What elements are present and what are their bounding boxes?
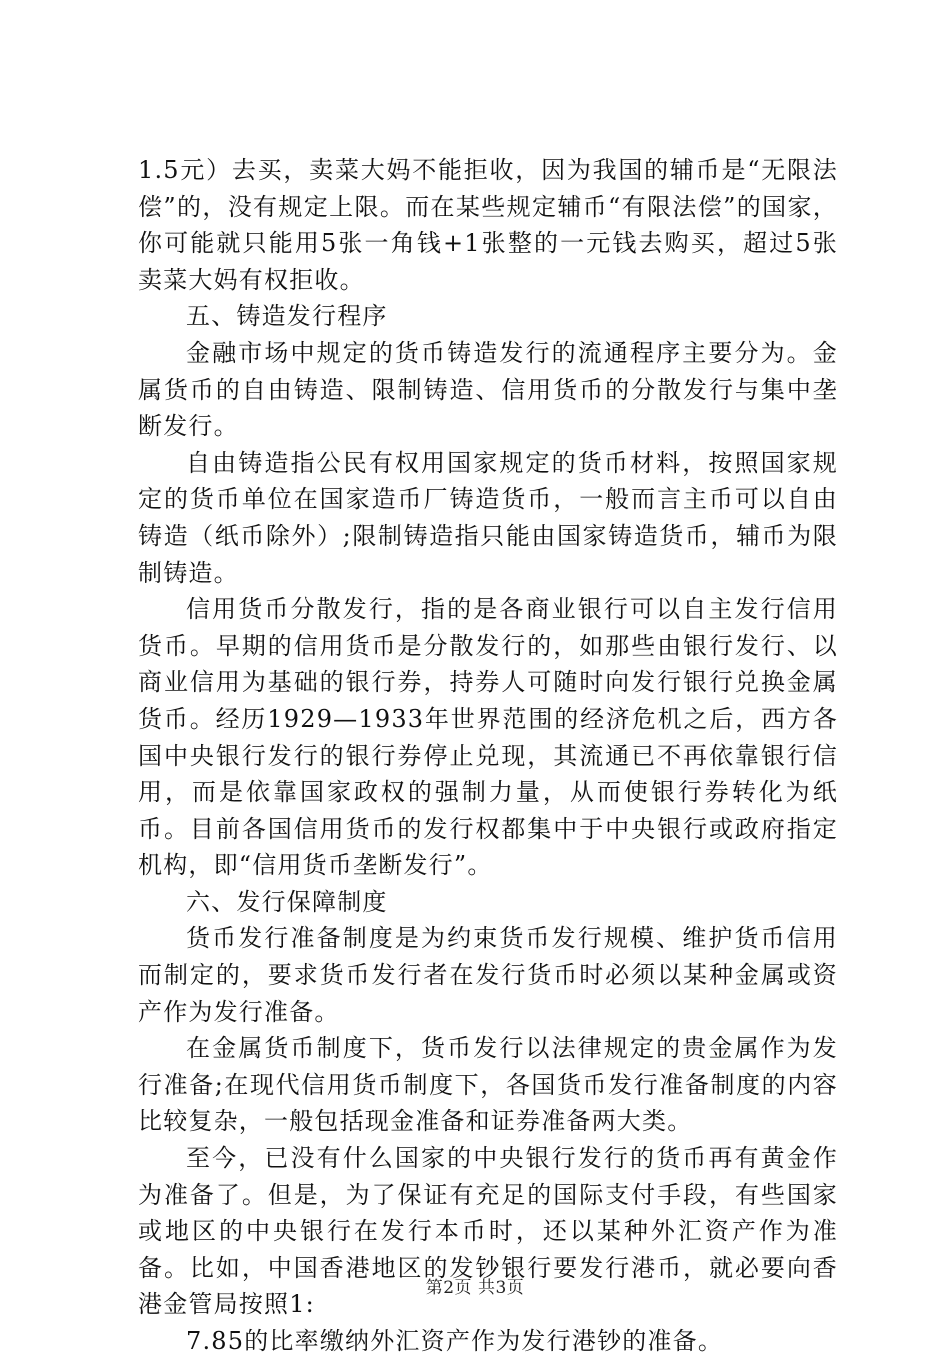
paragraph: 自由铸造指公民有权用国家规定的货币材料，按照国家规定的货币单位在国家造币厂铸造货币，一般而言主币可以自由铸造（纸币除外）;限制铸造指只能由国家铸造货币，辅币为限制铸造。 [138,448,838,587]
paragraph: 金融市场中规定的货币铸造发行的流通程序主要分为。金属货币的自由铸造、限制铸造、信用货币的分散发行与集中垄断发行。 [138,338,838,441]
paragraph: 至今，已没有什么国家的中央银行发行的货币再有黄金作为准备了。但是，为了保证有充足的国际支付手段，有些国家或地区的中央银行在发行本币时，还以某种外汇资产作为准备。比如，中国香港地区的发钞银行要发行港币，就必要向香港金管局按照1: [138,1144,838,1319]
section-heading-6: 六、发行保障制度 [186,887,388,916]
document-body [138,152,838,1360]
paragraph: 货币发行准备制度是为约束货币发行规模、维护货币信用而制定的，要求货币发行者在发行货币时必须以某种金属或资产作为发行准备。 [138,924,838,1026]
paragraph: 信用货币分散发行，指的是各商业银行可以自主发行信用货币。早期的信用货币是分散发行的，如那些由银行发行、以商业信用为基础的银行券，持券人可随时向发行银行兑换金属货币。经历1929—1933年世界范围的经济危机之后，西方各国中央银行发行的银行券停止兑现，其流通已不再依靠银行信用，而是依靠国家政权的强制力量，从而使银行券转化为纸币。目前各国信用货币的发行权都集中于中央银行或政府指定机构，即“信用货币垄断发行”。 [138,595,838,880]
section-heading-5: 五、铸造发行程序 [186,302,388,331]
paragraph: 在金属货币制度下，货币发行以法律规定的贵金属作为发行准备;在现代信用货币制度下，各国货币发行准备制度的内容比较复杂，一般包括现金准备和证券准备两大类。 [138,1034,838,1136]
paragraph: 7.85的比率缴纳外汇资产作为发行港钞的准备。 [186,1327,724,1355]
paragraph-continuation: 1.5元）去买，卖菜大妈不能拒收，因为我国的辅币是“无限法偿”的，没有规定上限。而在某些规定辅币“有限法偿”的国家，你可能就只能用5张一角钱+1张整的一元钱去购买，超过5张卖菜大妈有权拒收。 [138,156,838,294]
page-footer: 第2页 共3页 [425,1278,525,1298]
